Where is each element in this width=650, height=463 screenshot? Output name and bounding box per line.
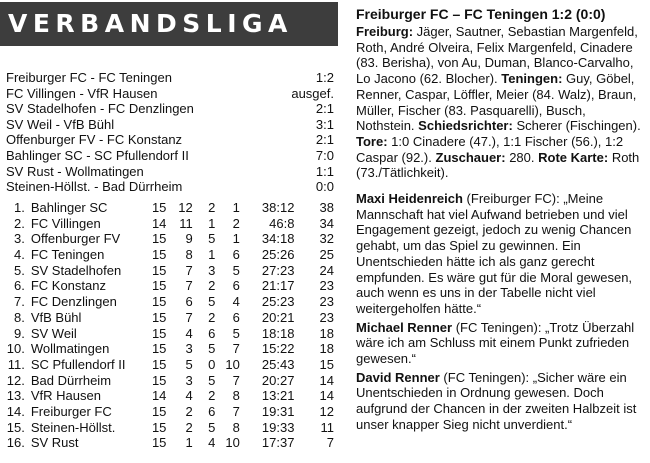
played: 15 bbox=[151, 419, 167, 435]
goals: 17:37 bbox=[261, 435, 295, 451]
rank: 11. bbox=[7, 356, 25, 372]
points: 14 bbox=[319, 388, 334, 404]
result-score: 1:1 bbox=[315, 163, 334, 179]
points: 14 bbox=[319, 372, 334, 388]
rank: 1. bbox=[13, 200, 25, 215]
table-row bbox=[6, 404, 334, 420]
drawn: 2 bbox=[208, 200, 216, 215]
drawn: 6 bbox=[208, 325, 216, 341]
won: 2 bbox=[185, 403, 193, 419]
quote-speaker: Michael Renner bbox=[356, 319, 453, 335]
goals-detail: 1:0 Cinadere (47.), 1:1 Fischer (56.), 1:2 Caspar (92.). bbox=[356, 133, 624, 165]
lost: 5 bbox=[232, 262, 240, 278]
table-row bbox=[6, 278, 334, 294]
rank: 15. bbox=[6, 419, 25, 435]
rank: 5. bbox=[13, 262, 25, 278]
table-row bbox=[6, 216, 334, 232]
redcard-label: Rote Karte: bbox=[538, 149, 609, 165]
played: 15 bbox=[151, 294, 167, 310]
rank: 16. bbox=[6, 435, 25, 451]
points: 34 bbox=[319, 215, 334, 231]
won: 11 bbox=[179, 215, 193, 231]
goals: 18:18 bbox=[261, 325, 295, 341]
lost: 4 bbox=[232, 294, 240, 310]
results-list bbox=[6, 70, 334, 195]
team-name: VfR Hausen bbox=[30, 388, 101, 404]
lost: 6 bbox=[232, 278, 240, 294]
result-match: SV Weil - VfB Bühl bbox=[6, 116, 115, 132]
lost: 1 bbox=[232, 231, 240, 247]
quote-text: (FC Teningen): „Trotz Überzahl wäre ich am Schluss mit einem Punkt zufrieden gewesen.“ bbox=[356, 319, 635, 367]
result-match: Freiburger FC - FC Teningen bbox=[6, 70, 172, 85]
rank: 9. bbox=[13, 325, 25, 341]
points: 23 bbox=[319, 278, 334, 294]
right-column bbox=[356, 6, 644, 433]
goals: 25:26 bbox=[261, 247, 295, 263]
quote-block bbox=[356, 320, 644, 367]
lost: 10 bbox=[225, 435, 240, 451]
spectators-label: Zuschauer: bbox=[435, 149, 506, 165]
result-match: FC Villingen - VfR Hausen bbox=[6, 85, 158, 101]
team-name: Bad Dürrheim bbox=[30, 372, 112, 388]
won: 8 bbox=[185, 247, 193, 263]
rank: 10. bbox=[6, 341, 25, 357]
result-row bbox=[6, 70, 334, 86]
points: 23 bbox=[319, 294, 334, 310]
goals-label: Tore: bbox=[356, 133, 388, 149]
result-row bbox=[6, 86, 334, 102]
table-row bbox=[6, 247, 334, 263]
table-row bbox=[6, 388, 334, 404]
played: 15 bbox=[151, 372, 167, 388]
played: 15 bbox=[151, 356, 167, 372]
lost: 8 bbox=[232, 388, 240, 404]
rank: 6. bbox=[13, 278, 25, 294]
result-row bbox=[6, 164, 334, 180]
match-report bbox=[356, 24, 644, 181]
won: 1 bbox=[185, 435, 193, 451]
played: 15 bbox=[151, 200, 167, 215]
redcard: Roth (73./Tätlichkeit). bbox=[356, 149, 640, 181]
table-row bbox=[6, 373, 334, 389]
table-row bbox=[6, 341, 334, 357]
rank: 7. bbox=[13, 294, 25, 310]
goals: 13:21 bbox=[261, 388, 295, 404]
played: 15 bbox=[151, 435, 167, 451]
quote-speaker: David Renner bbox=[356, 369, 440, 385]
won: 5 bbox=[185, 356, 193, 372]
lost: 10 bbox=[225, 356, 240, 372]
played: 14 bbox=[151, 388, 167, 404]
result-score: 0:0 bbox=[315, 179, 334, 195]
won: 2 bbox=[185, 419, 193, 435]
team-name: SV Stadelhofen bbox=[30, 262, 122, 278]
played: 15 bbox=[151, 325, 167, 341]
result-score: ausgef. bbox=[291, 85, 334, 101]
table-row bbox=[6, 420, 334, 436]
teningen-label: Teningen: bbox=[501, 71, 563, 87]
table-row bbox=[6, 231, 334, 247]
table-row bbox=[6, 357, 334, 373]
section-title-banner bbox=[0, 2, 338, 46]
lost: 7 bbox=[232, 403, 240, 419]
result-match: Bahlinger SC - SC Pfullendorf II bbox=[6, 147, 189, 163]
goals: 20:21 bbox=[261, 309, 295, 325]
points: 18 bbox=[319, 325, 334, 341]
lost: 1 bbox=[232, 200, 240, 215]
quote-block bbox=[356, 370, 644, 433]
drawn: 3 bbox=[208, 262, 216, 278]
drawn: 5 bbox=[208, 231, 216, 247]
drawn: 4 bbox=[208, 435, 216, 451]
points: 7 bbox=[326, 435, 334, 451]
won: 3 bbox=[185, 372, 193, 388]
quote-block bbox=[356, 191, 644, 317]
won: 9 bbox=[185, 231, 193, 247]
result-match: Steinen-Höllst. - Bad Dürrheim bbox=[6, 179, 183, 195]
section-title: VERBANDSLIGA bbox=[8, 9, 293, 38]
points: 18 bbox=[319, 341, 334, 357]
team-name: SC Pfullendorf II bbox=[30, 356, 126, 372]
result-match: SV Rust - Wollmatingen bbox=[6, 163, 144, 179]
drawn: 6 bbox=[208, 403, 216, 419]
points: 32 bbox=[319, 231, 334, 247]
won: 4 bbox=[185, 325, 193, 341]
result-score: 2:1 bbox=[315, 101, 334, 117]
drawn: 5 bbox=[208, 294, 216, 310]
won: 12 bbox=[178, 200, 193, 215]
quote-text: (Freiburger FC): „Meine Mannschaft hat viel Aufwand betrieben und viel Engagement gezeigt, jedoch zu wenig Chancen gehabt, um das Spiel zu gewinnen. Ein Unentschieden hätte ich als ganz gerecht empfunden. Es wäre gut für die Moral gewesen, auch wenn es uns in der Tabelle nicht viel weitergeholfen hätte.“ bbox=[356, 191, 633, 316]
team-name: Steinen-Höllst. bbox=[30, 419, 116, 435]
goals: 20:27 bbox=[261, 372, 295, 388]
referee-label: Schiedsrichter: bbox=[418, 118, 513, 134]
freiburg-label: Freiburg: bbox=[356, 24, 414, 39]
goals: 46:8 bbox=[269, 215, 295, 231]
drawn: 5 bbox=[208, 419, 216, 435]
table-row bbox=[6, 310, 334, 326]
table-row bbox=[6, 294, 334, 310]
played: 15 bbox=[151, 278, 167, 294]
lost: 8 bbox=[232, 419, 240, 435]
match-headline: Freiburger FC – FC Teningen 1:2 (0:0) bbox=[356, 6, 606, 22]
goals: 25:43 bbox=[261, 356, 295, 372]
drawn: 2 bbox=[208, 309, 216, 325]
result-row bbox=[6, 132, 334, 148]
played: 15 bbox=[151, 231, 167, 247]
team-name: VfB Bühl bbox=[30, 309, 82, 325]
team-name: SV Weil bbox=[30, 325, 77, 341]
table-row bbox=[6, 435, 334, 451]
drawn: 5 bbox=[208, 372, 216, 388]
goals: 19:31 bbox=[261, 403, 295, 419]
table-row bbox=[6, 200, 334, 216]
won: 3 bbox=[185, 341, 193, 357]
points: 38 bbox=[319, 200, 334, 215]
points: 12 bbox=[319, 403, 334, 419]
points: 24 bbox=[319, 262, 334, 278]
lost: 6 bbox=[232, 247, 240, 263]
rank: 12. bbox=[6, 372, 25, 388]
quote-speaker: Maxi Heidenreich bbox=[356, 191, 463, 207]
result-row bbox=[6, 148, 334, 164]
points: 11 bbox=[320, 419, 334, 435]
lost: 6 bbox=[232, 309, 240, 325]
team-name: Offenburger FV bbox=[30, 231, 121, 247]
points: 25 bbox=[319, 247, 334, 263]
table-row bbox=[6, 263, 334, 279]
result-score: 1:2 bbox=[315, 70, 334, 85]
result-score: 2:1 bbox=[315, 132, 334, 148]
played: 15 bbox=[151, 262, 167, 278]
played: 15 bbox=[151, 309, 167, 325]
lost: 7 bbox=[232, 372, 240, 388]
rank: 8. bbox=[13, 309, 25, 325]
team-name: FC Teningen bbox=[30, 247, 105, 263]
result-row bbox=[6, 101, 334, 117]
team-name: FC Villingen bbox=[30, 215, 101, 231]
lost: 2 bbox=[232, 215, 240, 231]
goals: 19:33 bbox=[261, 419, 295, 435]
team-name: FC Denzlingen bbox=[30, 294, 117, 310]
won: 6 bbox=[185, 294, 193, 310]
freiburg-lineup: Jäger, Sautner, Sebastian Margenfeld, Roth, André Olveira, Felix Margenfeld, Cinadere (83. Berisha), von Au, Duman, Blanco-Carvalho, Lo Jacono (62. Blocher). bbox=[356, 24, 638, 87]
drawn: 2 bbox=[208, 278, 216, 294]
won: 7 bbox=[185, 262, 193, 278]
drawn: 1 bbox=[208, 215, 216, 231]
rank: 3. bbox=[13, 231, 25, 247]
teningen-lineup: Guy, Göbel, Renner, Caspar, Löffler, Meier (84. Walz), Braun, Müller, Fischer (83. Pasquarelli), Busch, Nothstein. bbox=[356, 71, 637, 134]
goals: 34:18 bbox=[261, 231, 295, 247]
goals: 38:12 bbox=[261, 200, 295, 215]
goals: 21:17 bbox=[261, 278, 295, 294]
result-row bbox=[6, 179, 334, 195]
drawn: 0 bbox=[208, 356, 216, 372]
table-row bbox=[6, 326, 334, 342]
spectators: 280. bbox=[505, 149, 535, 165]
won: 7 bbox=[185, 278, 193, 294]
standings-table bbox=[6, 200, 334, 451]
rank: 13. bbox=[6, 388, 25, 404]
won: 4 bbox=[185, 388, 193, 404]
result-row bbox=[6, 117, 334, 133]
rank: 2. bbox=[13, 215, 25, 231]
points: 15 bbox=[319, 356, 334, 372]
played: 14 bbox=[151, 215, 167, 231]
won: 7 bbox=[185, 309, 193, 325]
rank: 14. bbox=[6, 403, 25, 419]
lost: 7 bbox=[232, 341, 240, 357]
drawn: 2 bbox=[208, 388, 216, 404]
drawn: 5 bbox=[208, 341, 216, 357]
team-name: Freiburger FC bbox=[30, 403, 112, 419]
team-name: SV Rust bbox=[30, 435, 79, 451]
result-score: 3:1 bbox=[315, 116, 334, 132]
result-match: SV Stadelhofen - FC Denzlingen bbox=[6, 101, 194, 117]
result-match: Offenburger FV - FC Konstanz bbox=[6, 132, 183, 148]
team-name: FC Konstanz bbox=[30, 278, 106, 294]
lost: 5 bbox=[232, 325, 240, 341]
goals: 25:23 bbox=[261, 294, 295, 310]
played: 15 bbox=[151, 247, 167, 263]
played: 15 bbox=[151, 341, 167, 357]
points: 23 bbox=[319, 309, 334, 325]
referee: Scherer (Fischingen). bbox=[512, 118, 641, 134]
result-score: 7:0 bbox=[315, 147, 334, 163]
team-name: Bahlinger SC bbox=[30, 200, 108, 215]
drawn: 1 bbox=[208, 247, 216, 263]
goals: 15:22 bbox=[261, 341, 295, 357]
played: 15 bbox=[151, 403, 167, 419]
quote-text: (FC Teningen): „Sicher wäre ein Unentschieden in Ordnung gewesen. Doch aufgrund der Chancen in der zweiten Halbzeit ist unser knapper Sieg nicht unverdient.“ bbox=[356, 369, 637, 432]
team-name: Wollmatingen bbox=[30, 341, 110, 357]
rank: 4. bbox=[13, 247, 25, 263]
goals: 27:23 bbox=[261, 262, 295, 278]
